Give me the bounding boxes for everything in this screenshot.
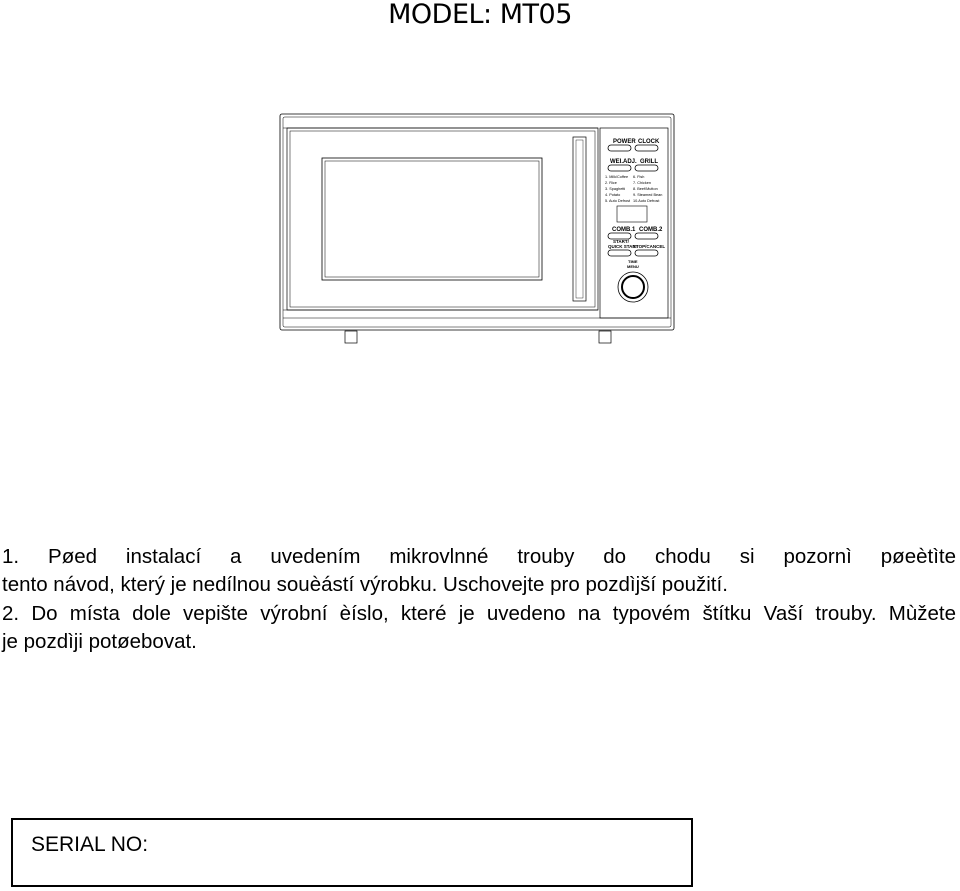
clock-button: [635, 145, 658, 151]
power-button: [608, 145, 631, 151]
knob-label-1: TIME: [628, 259, 638, 264]
menu-list-right: [633, 175, 662, 203]
instruction-1-line-1: 1. Pøed instalací a uvedením mikrovlnné trouby do chodu si pozornì pøeètìte: [2, 545, 956, 568]
grill-button: [635, 165, 658, 171]
svg-text:2. Rice: 2. Rice: [605, 181, 617, 185]
right-foot: [599, 331, 611, 343]
instruction-1-line-2: tento návod, který je nedílnou souèástí výrobku. Uschovejte pro pozdìjší použití.: [2, 573, 728, 596]
svg-text:3. Spaghetti: 3. Spaghetti: [605, 187, 626, 191]
serial-number-box[interactable]: [11, 818, 693, 887]
start-button: [608, 250, 631, 256]
microwave-diagram: [277, 110, 677, 350]
left-foot: [345, 331, 357, 343]
instruction-2: [2, 600, 956, 656]
weight-label: WEI.ADJ.: [610, 159, 637, 165]
instruction-2-line-1: 2. Do místa dole vepište výrobní èíslo, které je uvedeno na typovém štítku Vaší trouby. Mùžete: [2, 602, 956, 625]
knob-label-2: MENU: [627, 264, 639, 269]
model-title: MODEL: MT05: [388, 0, 572, 30]
svg-text:7. Chicken: 7. Chicken: [633, 181, 651, 185]
clock-label: CLOCK: [638, 139, 660, 145]
stop-label: STOP/CANCEL: [633, 244, 666, 249]
svg-text:6. Fish: 6. Fish: [633, 175, 645, 179]
menu-list-left: [605, 175, 631, 203]
door: [287, 128, 598, 310]
door-window: [322, 158, 542, 280]
serial-number-label: SERIAL NO:: [31, 833, 149, 856]
svg-text:1. Milk/Coffee: 1. Milk/Coffee: [605, 175, 629, 179]
svg-text:5. Auto Defrost: 5. Auto Defrost: [605, 199, 631, 203]
comb2-label: COMB.2: [639, 227, 663, 233]
display-screen: [617, 206, 647, 222]
control-panel: [600, 128, 668, 318]
stop-button: [635, 250, 658, 256]
microwave-body: [280, 114, 674, 330]
power-label: POWER: [613, 139, 636, 145]
instruction-1: [2, 543, 956, 599]
comb2-button: [635, 233, 658, 239]
svg-text:4. Potato: 4. Potato: [605, 193, 621, 197]
instruction-2-line-2: je pozdìji potøebovat.: [2, 630, 197, 653]
start-label-1: START/: [613, 239, 629, 244]
weight-button: [608, 165, 631, 171]
svg-text:10.Auto Defrost: 10.Auto Defrost: [633, 199, 660, 203]
start-label-2: QUICK START: [608, 244, 639, 249]
svg-text:8. Beef/Mutton: 8. Beef/Mutton: [633, 187, 658, 191]
comb1-label: COMB.1: [612, 227, 636, 233]
svg-text:9. Steamed Bean: 9. Steamed Bean: [633, 193, 663, 197]
door-handle: [573, 137, 586, 301]
grill-label: GRILL: [640, 159, 658, 165]
